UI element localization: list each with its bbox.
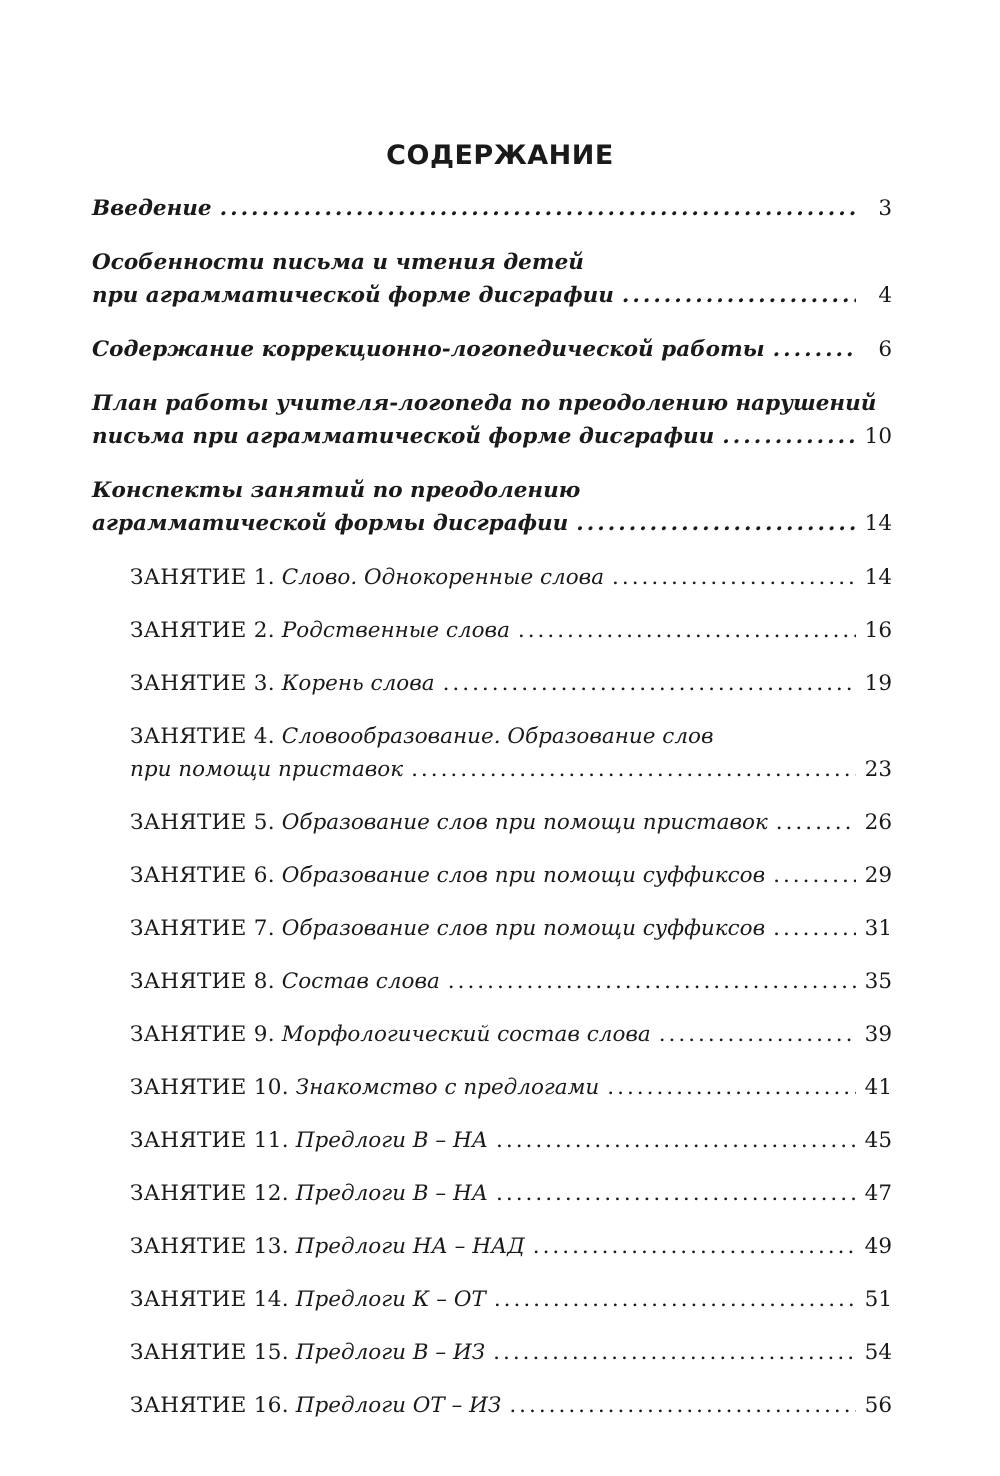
lesson-label: ЗАНЯТИЕ 2. <box>130 618 275 643</box>
lesson-topic: Предлоги В – ИЗ <box>295 1340 486 1365</box>
lesson-topic: Предлоги НА – НАД <box>295 1234 525 1259</box>
dot-leader <box>518 614 856 647</box>
dot-leader <box>496 1124 856 1157</box>
lesson-topic-line-1: Словообразование. Образование слов <box>281 724 714 749</box>
lesson-label: ЗАНЯТИЕ 14. <box>130 1287 289 1312</box>
toc-section-work-plan <box>92 387 892 453</box>
toc-lesson-4 <box>92 720 892 786</box>
toc-section-title: Содержание коррекционно-логопедической работы <box>92 337 765 362</box>
toc-lesson-8 <box>92 965 892 998</box>
dot-leader <box>533 1230 856 1263</box>
toc-section-title-line-1: Конспекты занятий по преодолению <box>92 478 581 503</box>
toc-section-introduction <box>92 192 892 225</box>
lesson-topic-line-2: при помощи приставок <box>130 757 404 782</box>
toc-lesson-3 <box>92 667 892 700</box>
dot-leader <box>496 1177 856 1210</box>
dot-leader <box>773 333 856 366</box>
page-number: 39 <box>864 1022 892 1047</box>
page-number: 14 <box>864 565 892 590</box>
page-number: 54 <box>864 1340 892 1365</box>
dot-leader <box>493 1336 856 1369</box>
toc-section-writing-features <box>92 246 892 312</box>
page-number: 49 <box>864 1234 892 1259</box>
lesson-topic: Предлоги В – НА <box>295 1128 489 1153</box>
lesson-topic: Предлоги К – ОТ <box>295 1287 486 1312</box>
toc-section-title-line-2: письма при аграмматической форме дисграфии <box>92 424 715 449</box>
page-number: 19 <box>864 671 892 696</box>
dot-leader <box>776 806 856 839</box>
lesson-label: ЗАНЯТИЕ 4. <box>130 724 275 749</box>
lesson-label: ЗАНЯТИЕ 16. <box>130 1393 289 1418</box>
lesson-topic: Морфологический состав слова <box>281 1022 651 1047</box>
lesson-label: ЗАНЯТИЕ 10. <box>130 1075 289 1100</box>
lesson-topic: Знакомство с предлогами <box>295 1075 600 1100</box>
lesson-topic: Состав слова <box>281 969 440 994</box>
dot-leader <box>220 192 856 225</box>
table-of-contents <box>92 192 892 1442</box>
lesson-label: ЗАНЯТИЕ 12. <box>130 1181 289 1206</box>
dot-leader <box>659 1018 856 1051</box>
page-number: 23 <box>864 757 892 782</box>
toc-lesson-2 <box>92 614 892 647</box>
page-number: 29 <box>864 863 892 888</box>
toc-lesson-5 <box>92 806 892 839</box>
toc-lesson-9 <box>92 1018 892 1051</box>
dot-leader <box>576 507 856 540</box>
toc-lesson-11 <box>92 1124 892 1157</box>
lesson-label: ЗАНЯТИЕ 5. <box>130 810 275 835</box>
lesson-topic: Образование слов при помощи суффиксов <box>281 863 766 888</box>
toc-section-lesson-notes <box>92 474 892 540</box>
page-number: 4 <box>878 283 892 308</box>
toc-lesson-7 <box>92 912 892 945</box>
page-number: 26 <box>864 810 892 835</box>
lesson-label: ЗАНЯТИЕ 13. <box>130 1234 289 1259</box>
dot-leader <box>612 561 856 594</box>
lesson-label: ЗАНЯТИЕ 6. <box>130 863 275 888</box>
page-number: 16 <box>864 618 892 643</box>
page-number: 41 <box>864 1075 892 1100</box>
page-number: 3 <box>878 196 892 221</box>
dot-leader <box>773 912 856 945</box>
lesson-label: ЗАНЯТИЕ 7. <box>130 916 275 941</box>
lesson-label: ЗАНЯТИЕ 15. <box>130 1340 289 1365</box>
lesson-topic: Образование слов при помощи суффиксов <box>281 916 766 941</box>
page-number: 45 <box>864 1128 892 1153</box>
toc-lesson-1 <box>92 561 892 594</box>
lesson-topic: Родственные слова <box>281 618 510 643</box>
lesson-topic: Предлоги В – НА <box>295 1181 489 1206</box>
toc-lesson-10 <box>92 1071 892 1104</box>
page-number: 35 <box>864 969 892 994</box>
toc-lesson-12 <box>92 1177 892 1210</box>
page-number: 14 <box>864 511 892 536</box>
page-number: 51 <box>864 1287 892 1312</box>
toc-section-title-line-2: при аграмматической форме дисграфии <box>92 283 614 308</box>
lesson-label: ЗАНЯТИЕ 1. <box>130 565 275 590</box>
lesson-label: ЗАНЯТИЕ 11. <box>130 1128 289 1153</box>
toc-lesson-15 <box>92 1336 892 1369</box>
lesson-label: ЗАНЯТИЕ 8. <box>130 969 275 994</box>
dot-leader <box>722 420 856 453</box>
lesson-label: ЗАНЯТИЕ 9. <box>130 1022 275 1047</box>
toc-lesson-16 <box>92 1389 892 1422</box>
toc-section-title-line-1: Особенности письма и чтения детей <box>92 250 584 275</box>
page-number: 10 <box>864 424 892 449</box>
toc-section-title: Введение <box>92 196 212 221</box>
toc-section-correction-work <box>92 333 892 366</box>
toc-section-title-line-1: План работы учителя-логопеда по преодолению нарушений <box>92 391 877 416</box>
lesson-topic: Слово. Однокоренные слова <box>281 565 605 590</box>
dot-leader <box>607 1071 856 1104</box>
page-number: 56 <box>864 1393 892 1418</box>
dot-leader <box>494 1283 856 1316</box>
lesson-label: ЗАНЯТИЕ 3. <box>130 671 275 696</box>
dot-leader <box>443 667 856 700</box>
page-title: СОДЕРЖАНИЕ <box>386 140 614 171</box>
page-number: 47 <box>864 1181 892 1206</box>
dot-leader <box>411 753 856 786</box>
lesson-topic: Предлоги ОТ – ИЗ <box>295 1393 502 1418</box>
dot-leader <box>509 1389 856 1422</box>
lesson-topic: Образование слов при помощи приставок <box>281 810 768 835</box>
page-number: 6 <box>878 337 892 362</box>
toc-lesson-6 <box>92 859 892 892</box>
page-number: 31 <box>864 916 892 941</box>
dot-leader <box>448 965 856 998</box>
lesson-topic: Корень слова <box>281 671 435 696</box>
dot-leader <box>773 859 856 892</box>
toc-section-title-line-2: аграмматической формы дисграфии <box>92 511 569 536</box>
dot-leader <box>622 279 856 312</box>
toc-lesson-13 <box>92 1230 892 1263</box>
toc-lesson-14 <box>92 1283 892 1316</box>
